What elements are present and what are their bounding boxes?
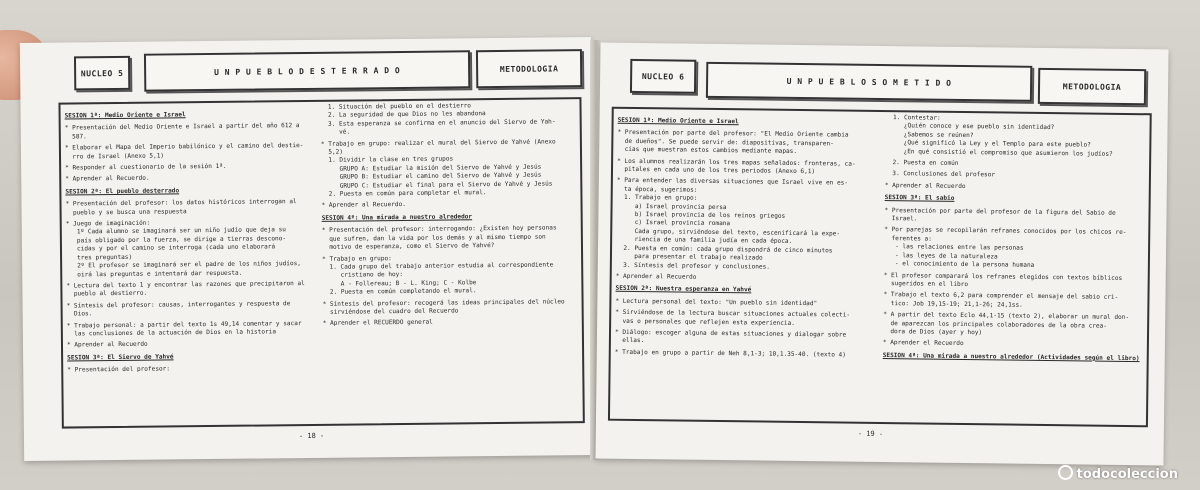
text-line: * Lectura personal del texto: "Un pueblo sin identidad" (615, 297, 818, 307)
text-line: * Los alumnos realizarán los tres mapas señalados: fronteras, ca- pitales en cada uno de los tres periodos (Anexo 6,1) (616, 157, 856, 176)
right-page (595, 43, 1168, 466)
watermark-logo-icon (1058, 465, 1073, 480)
text-line: * Para entender las diversas situaciones que Israel vive en es- ta época, sugerimos: 1. Trabajo en grupo: a) Israel provincia persa b) Israel provincia de los reinos griegos c) Israel provincia romana Cada grupo, sirviéndose del texto, escenificará la expe- riencia de una familia judía en cada época. 2. Puesta en común: cada grupo dispondrá de cinco minutos para presentar el trabajo realizado 3. Síntesis del profesor y conclusiones. (615, 177, 849, 271)
text-line: * Aprender al Recuerdo. (65, 175, 150, 183)
right-col1 (615, 113, 886, 363)
session-heading: SESION 4ª: Una mirada a nuestro alrededor (321, 213, 473, 222)
text-line: * Trabajo personal: a partir del texto 1s 49,14 comentar y sacar las conclusiones de la actuación de Dios en la historia (66, 319, 302, 338)
text-line: * Sirviéndose de la lectura buscar situaciones actuales colecti- vas o personales que reflejen esta experiencia. (615, 308, 851, 327)
text-line: * Presentación del Medio Oriente e Israel a partir del año 612 a 587. (64, 122, 300, 141)
text-line: * Síntesis del profesor: causas, interrogantes y respuesta de Dios. (66, 299, 291, 318)
text-line: * Elaborar el Mapa del Imperio babilónico y el camino del destie- rro de Israel (Anexo 5,1) (64, 142, 304, 161)
text-line: * Aprender al Recuerdo. (321, 201, 406, 210)
left-col1 (65, 106, 323, 378)
text-line: * Juego de imaginación: 1º Cada alumno se imaginará ser un niño judío que deja su país obligado por la fuerza, se dirige a tierras descono- cidas y por el camino se interroga (cada uno elaborará tres preguntas) 2º El profesor se imaginará ser el padre de los niños judíos, oirá las preguntas e intentará dar respuesta. (65, 219, 302, 279)
session-heading: SESION 3ª: El Siervo de Yahvé (67, 353, 174, 362)
left-col2 (320, 101, 578, 331)
text-line: * Aprender al Recuerdo (66, 341, 148, 349)
text-line: * Aprender el RECUERDO general (322, 319, 433, 328)
text-line: * El profesor comparará los refranes elegidos con textos bíblicos sugeridos en el libro (883, 271, 1123, 288)
metodologia-right: METODOLOGIA (1038, 68, 1146, 105)
text-line: * Presentación por parte del profesor: "El Medio Oriente cambia de dueños". Se puede servir de: diapositivas, transparen- cias que muestran estos cambios mediante mapas. (617, 129, 849, 156)
text-line: * Aprender al Recuerdo (884, 181, 966, 190)
nucleo-label-left: NUCLEO 5 (74, 56, 130, 91)
page-number-left: - 18 - (298, 431, 325, 441)
text-line: * Presentación del profesor: los datos históricos interrogan al pueblo y se busca una respuesta (65, 198, 297, 217)
text-line: * Responder al cuestionario de la sesión 1ª. (65, 162, 227, 172)
text-line: * Lectura del texto 1 y encontrar las razones que precipitaron al pueblo al destierro. (66, 279, 305, 298)
text-line: 1. Contestar: ¿Quién conoce y ese pueblo sin identidad? ¿Sabemos se reúnen? ¿Qué significó la Ley y el Templo para este pueblo? ¿En qué consistió el compromiso que asumieron los judíos? (885, 114, 1113, 158)
text-line: * Presentación del profesor: (67, 365, 171, 374)
text-line: * A partir del texto Eclo 44,1-15 (texto 2), elaborar un mural don- de aparezcan los principales colaboradores de la obra crea- dora de Dios (ayer y hoy) (883, 311, 1130, 337)
text-line: * Trabajo en grupo: realizar el mural del Siervo de Yahvé (Anexo 5,2) 1. Dividir la clase en tres grupos GRUPO A: Estudiar la misión del Siervo de Yahvé y Jesús GRUPO B: Estudiar el camino del Siervo de Yahvé y Jesús GRUPO C: Estudiar el final para el Siervo de Yahvé y Jesús 2. Puesta en común para completar el mural. (320, 138, 556, 198)
session-heading: SESION 2ª: El pueblo desterrado (65, 187, 180, 196)
text-line: * Trabajo en grupo a partir de Neh 8,1-3; 10,1.35-40. (texto 4) (614, 348, 846, 359)
page-number-right: - 19 - (857, 429, 884, 439)
watermark-text: todocoleccion (1076, 467, 1178, 482)
text-line: * Síntesis del profesor: recogerá las ideas principales del núcleo sirviéndose del cuadro del Recuerdo (322, 297, 565, 316)
unit-title-left: U N P U E B L O D E S T E R R A D O (144, 50, 470, 91)
text-line: * Trabajo en grupo: 1. Cada grupo del trabajo anterior estudia al correspondiente cristiano de hoy: A - Follereau; B - L. King; C - Kolbe 2. Puesta en común completando el mural. (322, 254, 554, 296)
session-heading: SESION 4ª: Una mirada a nuestro alrededor (Actividades según el libro) (882, 351, 1140, 362)
unit-title-right: U N P U E B L O S O M E T I D O (706, 62, 1032, 102)
right-col2 (883, 114, 1148, 367)
text-line: 2. Puesta en común (885, 159, 959, 167)
text-line: 1. Situación del pueblo en el destierro 2. La seguridad de que Dios no les abandona 3. Esta esperanza se confirma en el anuncio del Siervo de Yah- vé. (320, 102, 556, 137)
text-line: * Presentación del profesor: interrogando: ¿Existen hoy personas que sufren, dan la vida por los demás y al mismo tiempo son motivo de esperanza, como el Siervo de Yahvé? (321, 224, 557, 251)
session-heading: SESION 2ª: Nuestra esperanza en Yahvé (615, 285, 752, 294)
metodologia-left: METODOLOGIA (476, 49, 582, 88)
text-line: * Aprender al Recuerdo (615, 272, 697, 281)
session-heading: SESION 1ª: Medio Oriente e Israel (617, 116, 739, 126)
text-line: * Presentación por parte del profesor de la figura del Sabio de Israel. (884, 206, 1116, 223)
session-heading: SESION 3ª: El sabio (884, 194, 955, 203)
text-line: * Por parejas se recopilarán refranes conocidos por los chicos re- ferentes a: - las relaciones entre las personas - las leyes de la naturaleza - el conocimiento de la persona humana (883, 226, 1127, 269)
text-line: * Trabajo el texto 6,2 para comprender el mensaje del sabio cri- tico: Job 19,15-19; 21,1-26; 24,1ss. (883, 291, 1119, 309)
session-heading: SESION 1ª: Medio Oriente e Israel (64, 111, 186, 120)
text-line: 3. Conclusiones del profesor (884, 170, 996, 179)
text-line: * Diálogo: escoger alguna de estas situaciones y dialogar sobre ellas. (614, 328, 847, 345)
left-page (20, 37, 595, 461)
text-line: * Aprender el Recuerdo (882, 339, 964, 348)
watermark (1058, 465, 1178, 482)
nucleo-label-right: NUCLEO 6 (630, 59, 696, 94)
